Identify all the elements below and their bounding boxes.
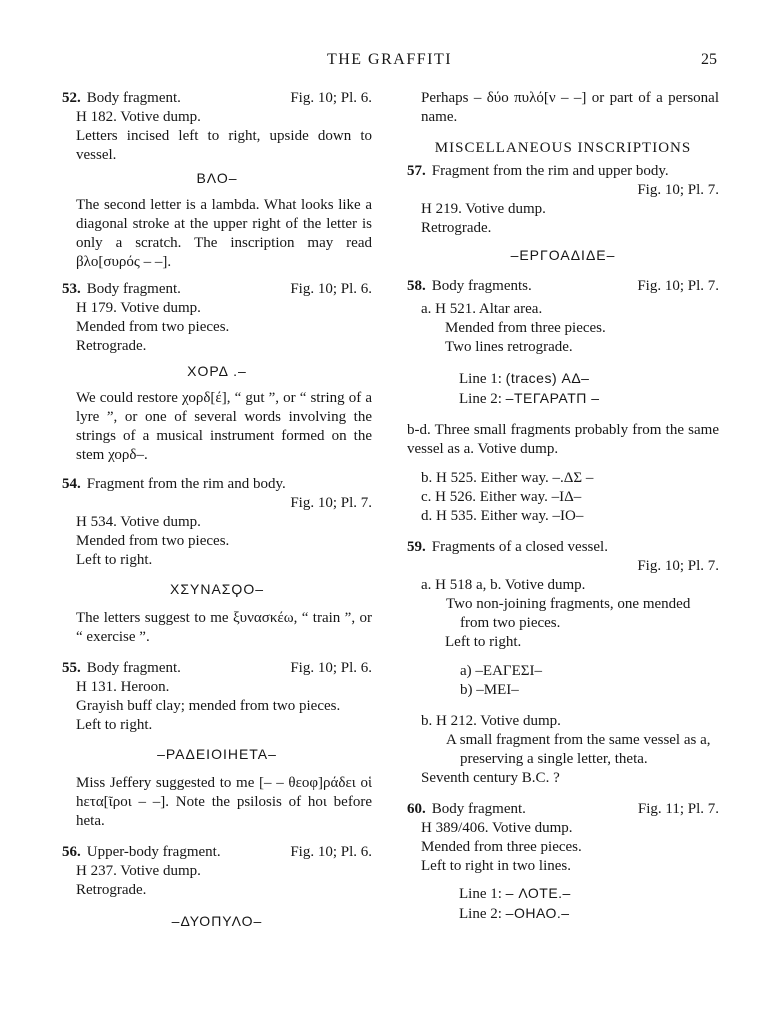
subentry-b: b. H 525. Either way. –.ΔΣ – xyxy=(421,470,594,486)
inscription-line-1: Line 1: (traces) ΑΔ– xyxy=(459,370,590,387)
entry-number: 60. xyxy=(407,801,426,817)
figure-reference: Fig. 10; Pl. 6. xyxy=(290,90,372,106)
detail-line: Left to right. xyxy=(76,552,153,568)
figure-reference: Fig. 10; Pl. 7. xyxy=(290,495,372,511)
detail-line: Left to right. xyxy=(445,634,522,650)
running-title: THE GRAFFITI xyxy=(326,51,453,68)
entry-54 xyxy=(62,475,372,647)
subentry-d: d. H 535. Either way. –ΙΟ– xyxy=(421,508,584,524)
inventory-line: H 534. Votive dump. xyxy=(76,514,201,530)
commentary: We could restore χορδ[έ], “ gut ”, or “ string of a lyre ”, or one of several words involving the strings of a musical instrument formed on the stem χορδ–. xyxy=(76,390,372,463)
continuation-text: Perhaps – δύο πυλό[ν – –] or part of a personal name. xyxy=(421,90,719,125)
entry-59 xyxy=(407,538,719,788)
inscription-b: b) –ΜΕΙ– xyxy=(460,682,519,698)
inventory-line: H 389/406. Votive dump. xyxy=(421,820,573,836)
subentry-b: b. H 212. Votive dump. xyxy=(421,713,561,729)
inscription-a: a) –ΕΑΓΕΣΙ– xyxy=(460,663,542,679)
detail-line: Retrograde. xyxy=(76,882,147,898)
subentries-bd-description: b-d. Three small fragments probably from the same vessel as a. Votive dump. xyxy=(407,422,719,457)
detail-line: A small fragment from the same vessel as a, preserving a single letter, theta. xyxy=(446,732,711,767)
entry-label: Body fragment. xyxy=(86,90,181,106)
inscription: –ΔΥΟΠΥΛΟ– xyxy=(171,913,263,929)
figure-reference: Fig. 10; Pl. 7. xyxy=(637,558,719,574)
inscription: ΧΣΥΝΑΣϘΟ– xyxy=(170,581,264,597)
entry-label: Fragment from the rim and body. xyxy=(86,476,286,492)
detail-line: Mended from two pieces. xyxy=(76,319,230,335)
entry-number: 52. xyxy=(62,90,81,106)
inscription: –ΕΡΓΟΑΔΙΔΕ– xyxy=(510,247,616,263)
entry-52 xyxy=(62,89,372,272)
entry-label: Upper-body fragment. xyxy=(86,844,221,860)
inventory-line: H 131. Heroon. xyxy=(76,679,170,695)
commentary: Miss Jeffery suggested to me [– – θεοφ]ράδει οἱ hετα[ῖροι – –]. Note the psilosis of hοι before heta. xyxy=(76,775,372,829)
figure-reference: Fig. 11; Pl. 7. xyxy=(637,801,719,817)
inscription-line-1: Line 1: – ΛΟΤΕ.– xyxy=(459,885,571,902)
entry-label: Body fragment. xyxy=(431,801,526,817)
entry-53 xyxy=(62,280,372,465)
inventory-line: H 237. Votive dump. xyxy=(76,863,201,879)
entry-label: Body fragment. xyxy=(86,281,181,297)
entry-number: 55. xyxy=(62,660,81,676)
left-column xyxy=(62,89,372,931)
detail-line: Retrograde. xyxy=(76,338,147,354)
figure-reference: Fig. 10; Pl. 7. xyxy=(637,182,719,198)
commentary: The letters suggest to me ξυνασκέω, “ train ”, or “ exercise ”. xyxy=(76,610,372,645)
detail-line: Two lines retrograde. xyxy=(445,339,573,355)
figure-reference: Fig. 10; Pl. 6. xyxy=(290,660,372,676)
entry-label: Fragment from the rim and upper body. xyxy=(431,163,669,179)
figure-reference: Fig. 10; Pl. 6. xyxy=(290,281,372,297)
entry-number: 54. xyxy=(62,476,81,492)
entry-label: Fragments of a closed vessel. xyxy=(431,539,608,555)
commentary: The second letter is a lambda. What looks like a diagonal stroke at the upper right of the letter is only a scratch. The inscription may read βλο[συρός – –]. xyxy=(76,197,372,270)
detail-line: Mended from three pieces. xyxy=(445,320,606,336)
entry-60 xyxy=(407,800,719,924)
entry-label: Body fragments. xyxy=(431,278,532,294)
page-number: 25 xyxy=(701,51,717,68)
subentry-c: c. H 526. Either way. –ΙΔ– xyxy=(421,489,582,505)
inscription: –ΡΑΔΕΙΟΙΗΕΤΑ– xyxy=(157,746,277,762)
inscription-line-2: Line 2: –ΟΗΑΟ.– xyxy=(459,905,570,922)
inscription-lines xyxy=(407,369,719,409)
inscription: ΒΛΟ– xyxy=(196,170,238,186)
entry-number: 59. xyxy=(407,539,426,555)
detail-line: Retrograde. xyxy=(421,220,492,236)
entry-57 xyxy=(407,162,719,265)
figure-reference: Fig. 10; Pl. 7. xyxy=(637,278,719,294)
detail-line: Two non-joining fragments, one mended from two pieces. xyxy=(446,596,691,631)
inscription-line-2: Line 2: –ΤΕΓΑΡΑΤΠ – xyxy=(459,390,600,407)
inventory-line: H 219. Votive dump. xyxy=(421,201,546,217)
entry-58 xyxy=(407,277,719,526)
entry-55 xyxy=(62,659,372,831)
detail-line: Mended from two pieces. xyxy=(76,533,230,549)
detail-line: Grayish buff clay; mended from two pieces. xyxy=(76,698,341,714)
date-line: Seventh century B.C. ? xyxy=(421,770,560,786)
inscription: ΧΟΡΔ .– xyxy=(187,363,247,379)
entry-label: Body fragment. xyxy=(86,660,181,676)
entry-56 xyxy=(62,843,372,931)
detail-line: Left to right in two lines. xyxy=(421,858,571,874)
inventory-line: H 179. Votive dump. xyxy=(76,300,201,316)
entry-number: 53. xyxy=(62,281,81,297)
figure-reference: Fig. 10; Pl. 6. xyxy=(290,844,372,860)
entry-number: 58. xyxy=(407,278,426,294)
section-heading: MISCELLANEOUS INSCRIPTIONS xyxy=(434,140,692,156)
detail-line: Left to right. xyxy=(76,717,153,733)
subentry-a: a. H 518 a, b. Votive dump. xyxy=(421,577,586,593)
right-column xyxy=(407,89,719,924)
subentry-a: a. H 521. Altar area. xyxy=(421,301,543,317)
detail-line: Mended from three pieces. xyxy=(421,839,582,855)
entry-number: 57. xyxy=(407,163,426,179)
page-header xyxy=(62,50,717,72)
inscription-lines xyxy=(407,884,719,924)
entry-number: 56. xyxy=(62,844,81,860)
description: Letters incised left to right, upside down to vessel. xyxy=(76,128,372,163)
inventory-line: H 182. Votive dump. xyxy=(76,109,201,125)
